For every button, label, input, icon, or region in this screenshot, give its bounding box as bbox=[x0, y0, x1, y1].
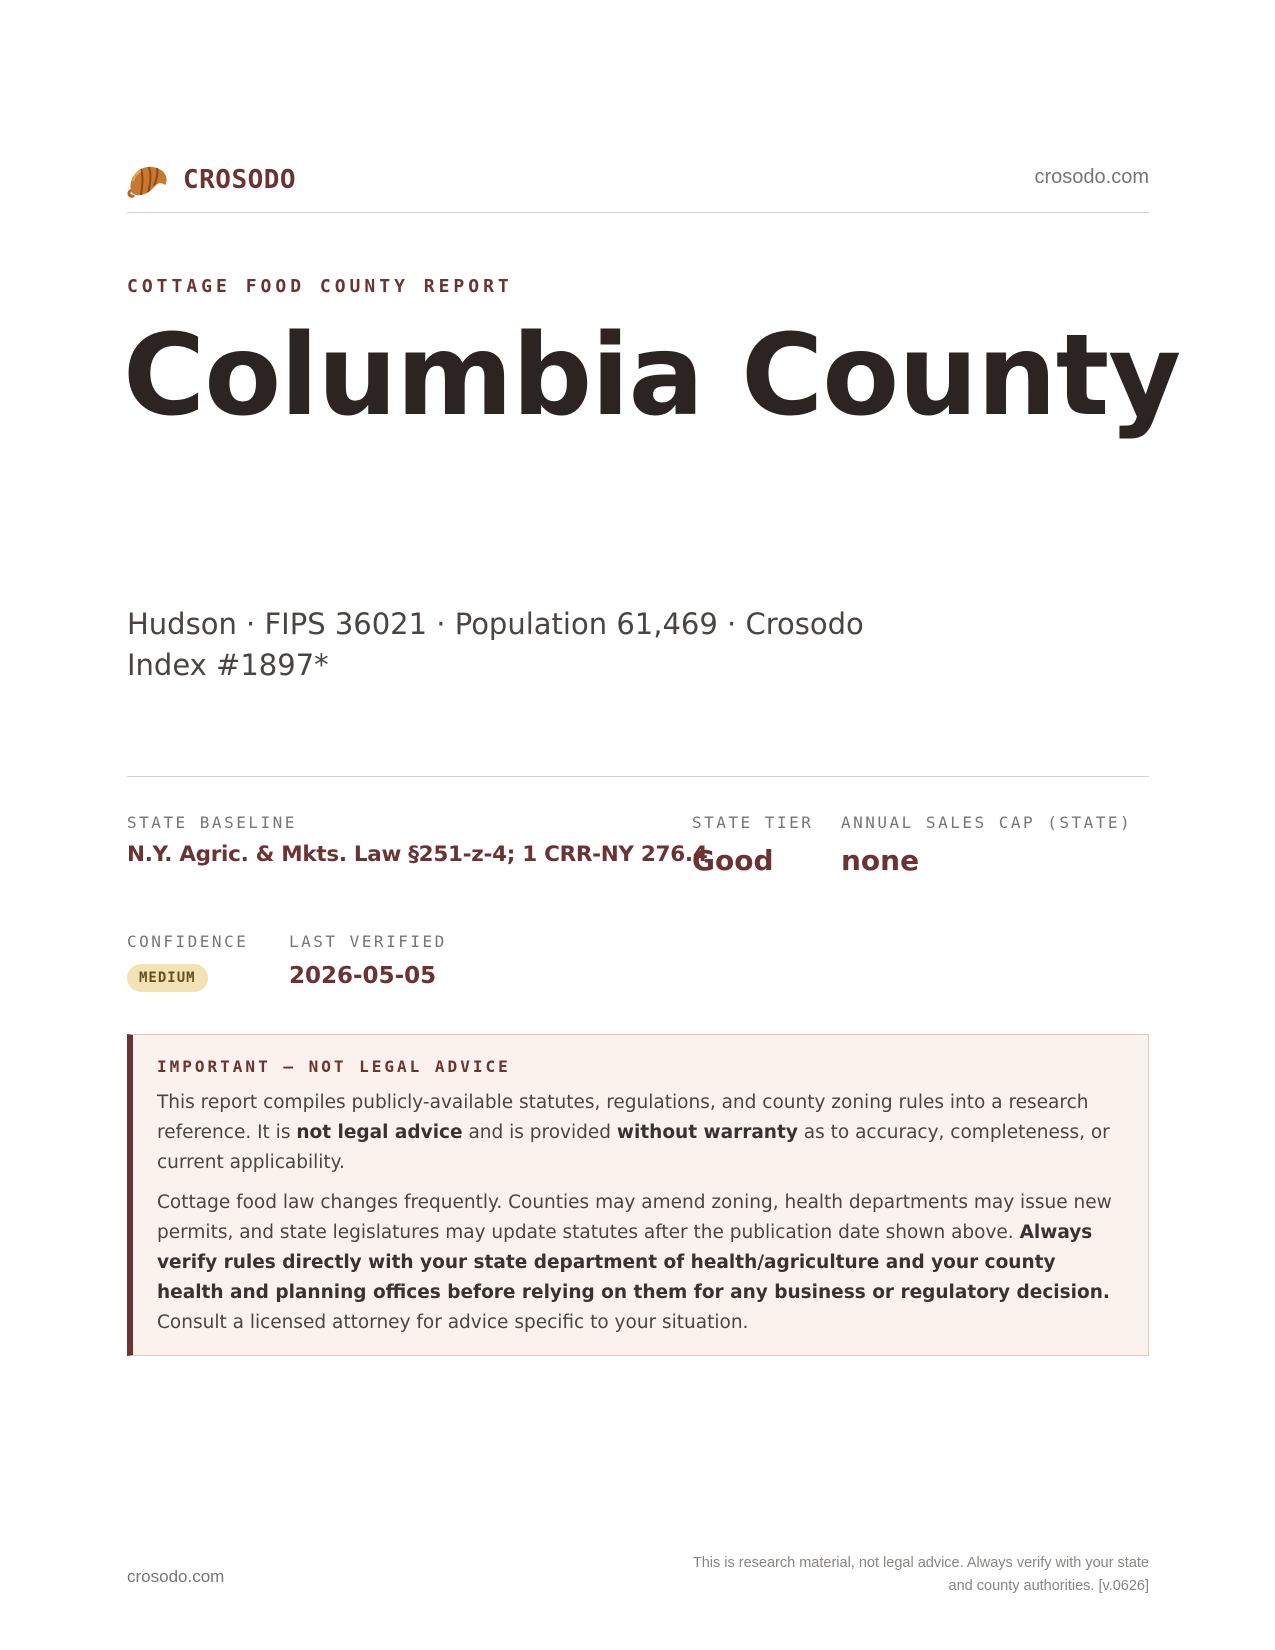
notice-text: This report compiles publicly-available statutes, regulations, and county zoning rules into a research reference. It is bbox=[157, 1092, 1089, 1143]
notice-emphasis: without warranty bbox=[616, 1122, 798, 1143]
header-site-link[interactable]: crosodo.com bbox=[1034, 166, 1149, 188]
state-tier-field bbox=[692, 813, 813, 877]
state-tier-value: Good bbox=[692, 844, 774, 877]
footer-disclaimer-line: and county authorities. [v.0626] bbox=[948, 1578, 1149, 1594]
notice-paragraph-2 bbox=[157, 1188, 1124, 1338]
notice-text: as to accuracy, completeness, or current applicability. bbox=[157, 1122, 1110, 1173]
sales-cap-label: ANNUAL SALES CAP (STATE) bbox=[841, 813, 1133, 832]
report-type-label: COTTAGE FOOD COUNTY REPORT bbox=[127, 276, 513, 297]
last-verified-label: LAST VERIFIED bbox=[289, 932, 447, 951]
legal-notice bbox=[127, 1034, 1149, 1356]
confidence-label: CONFIDENCE bbox=[127, 932, 249, 951]
state-baseline-value: N.Y. Agric. & Mkts. Law §251-z-4; 1 CRR-NY 276.4 bbox=[127, 842, 708, 867]
report-page bbox=[123, 0, 1181, 1650]
notice-emphasis: Always verify rules directly with your state department of health/agriculture and your county health and planning offices before relying on them for any business or regulatory decision. bbox=[157, 1222, 1110, 1303]
notice-title: IMPORTANT — NOT LEGAL ADVICE bbox=[157, 1057, 511, 1076]
confidence-badge: MEDIUM bbox=[127, 964, 208, 992]
sales-cap-value: none bbox=[841, 844, 920, 877]
last-verified-field bbox=[289, 932, 447, 989]
footer-disclaimer-line: This is research material, not legal advice. Always verify with your state bbox=[692, 1555, 1149, 1571]
page-header bbox=[127, 160, 1149, 213]
notice-text: Consult a licensed attorney for advice specific to your situation. bbox=[157, 1312, 749, 1333]
notice-text: Cottage food law changes frequently. Counties may amend zoning, health departments may issue new permits, and state legislatures may update statutes after the publication date shown above. bbox=[157, 1192, 1112, 1243]
brand[interactable] bbox=[127, 160, 296, 200]
section-divider bbox=[127, 776, 1149, 777]
page-title: Columbia County bbox=[123, 311, 1181, 441]
state-baseline-field bbox=[127, 813, 707, 867]
notice-text: and is provided bbox=[462, 1122, 617, 1143]
county-subtitle: Hudson · FIPS 36021 · Population 61,469 · Crosodo Index #1897* bbox=[127, 607, 864, 682]
confidence-field bbox=[127, 932, 248, 992]
state-tier-label: STATE TIER bbox=[692, 813, 814, 832]
notice-emphasis: not legal advice bbox=[296, 1122, 463, 1143]
last-verified-value: 2026-05-05 bbox=[289, 963, 437, 989]
notice-paragraph-1 bbox=[157, 1088, 1124, 1178]
footer-disclaimer bbox=[629, 1552, 1149, 1598]
sales-cap-field bbox=[841, 813, 1132, 877]
state-baseline-label: STATE BASELINE bbox=[127, 813, 297, 832]
footer-site-link[interactable]: crosodo.com bbox=[127, 1567, 225, 1586]
brand-name: CROSODO bbox=[183, 165, 297, 195]
croissant-icon bbox=[127, 161, 169, 199]
